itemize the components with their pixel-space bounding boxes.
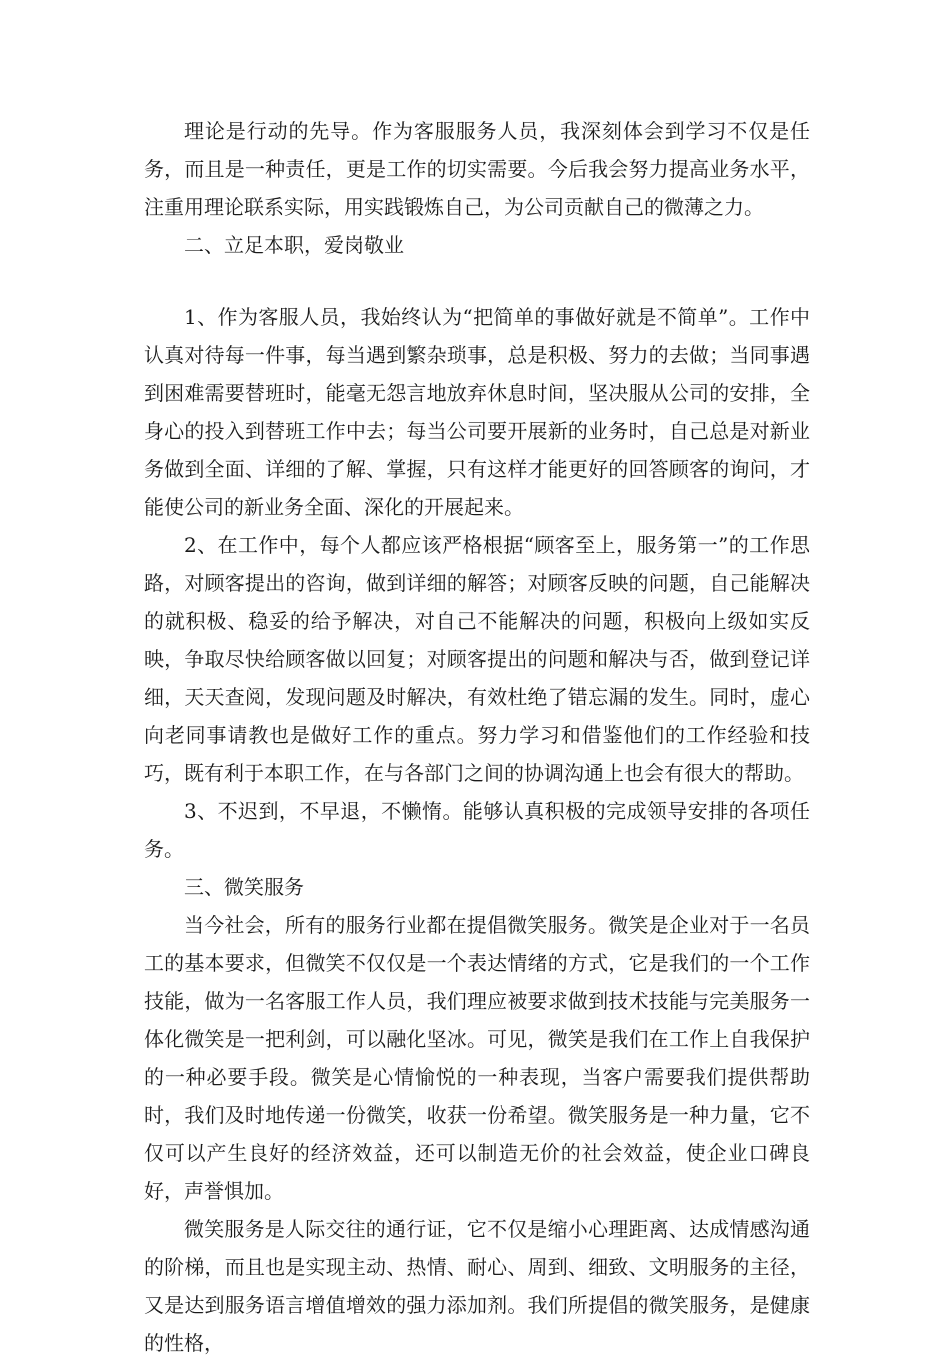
paragraph-item-3: 3、不迟到，不早退，不懒惰。能够认真积极的完成领导安排的各项任务。 <box>144 799 810 861</box>
paragraph-theory: 理论是行动的先导。作为客服服务人员，我深刻体会到学习不仅是任务，而且是一种责任，更是工作的切实需要。今后我会努力提高业务水平，注重用理论联系实际，用实践锻炼自己，为公司贡献自己的微薄之力。 <box>144 119 810 219</box>
blank-gap <box>144 264 810 298</box>
section-heading-3: 三、微笑服务 <box>184 875 304 899</box>
document-body <box>144 112 810 1362</box>
paragraph-item-1: 1、作为客服人员，我始终认为“把简单的事做好就是不简单”。工作中认真对待每一件事，每当遇到繁杂琐事，总是积极、努力的去做；当同事遇到困难需要替班时，能毫无怨言地放弃休息时间，坚决服从公司的安排，全身心的投入到替班工作中去；每当公司要开展新的业务时，自己总是对新业务做到全面、详细的了解、掌握，只有这样才能更好的回答顾客的询问，才能使公司的新业务全面、深化的开展起来。 <box>144 305 810 519</box>
paragraph-smile-2: 微笑服务是人际交往的通行证，它不仅是缩小心理距离、达成情感沟通的阶梯，而且也是实现主动、热情、耐心、周到、细致、文明服务的主径，又是达到服务语言增值增效的强力添加剂。我们所提倡的微笑服务，是健康的性格， <box>144 1217 810 1355</box>
paragraph-item-2: 2、在工作中，每个人都应该严格根据“顾客至上，服务第一”的工作思路，对顾客提出的咨询，做到详细的解答；对顾客反映的问题，自己能解决的就积极、稳妥的给予解决，对自己不能解决的问题，积极向上级如实反映，争取尽快给顾客做以回复；对顾客提出的问题和解决与否，做到登记详细，天天查阅，发现问题及时解决，有效杜绝了错忘漏的发生。同时，虚心向老同事请教也是做好工作的重点。努力学习和借鉴他们的工作经验和技巧，既有利于本职工作，在与各部门之间的协调沟通上也会有很大的帮助。 <box>144 533 810 785</box>
paragraph-smile-1: 当今社会，所有的服务行业都在提倡微笑服务。微笑是企业对于一名员工的基本要求，但微笑不仅仅是一个表达情绪的方式，它是我们的一个工作技能，做为一名客服工作人员，我们理应被要求做到技术技能与完美服务一体化微笑是一把利剑，可以融化坚冰。可见，微笑是我们在工作上自我保护的一种必要手段。微笑是心情愉悦的一种表现，当客户需要我们提供帮助时，我们及时地传递一份微笑，收获一份希望。微笑服务是一种力量，它不仅可以产生良好的经济效益，还可以制造无价的社会效益，使企业口碑良好，声誉惧加。 <box>144 913 810 1203</box>
section-heading-2: 二、立足本职，爱岗敬业 <box>184 233 404 257</box>
